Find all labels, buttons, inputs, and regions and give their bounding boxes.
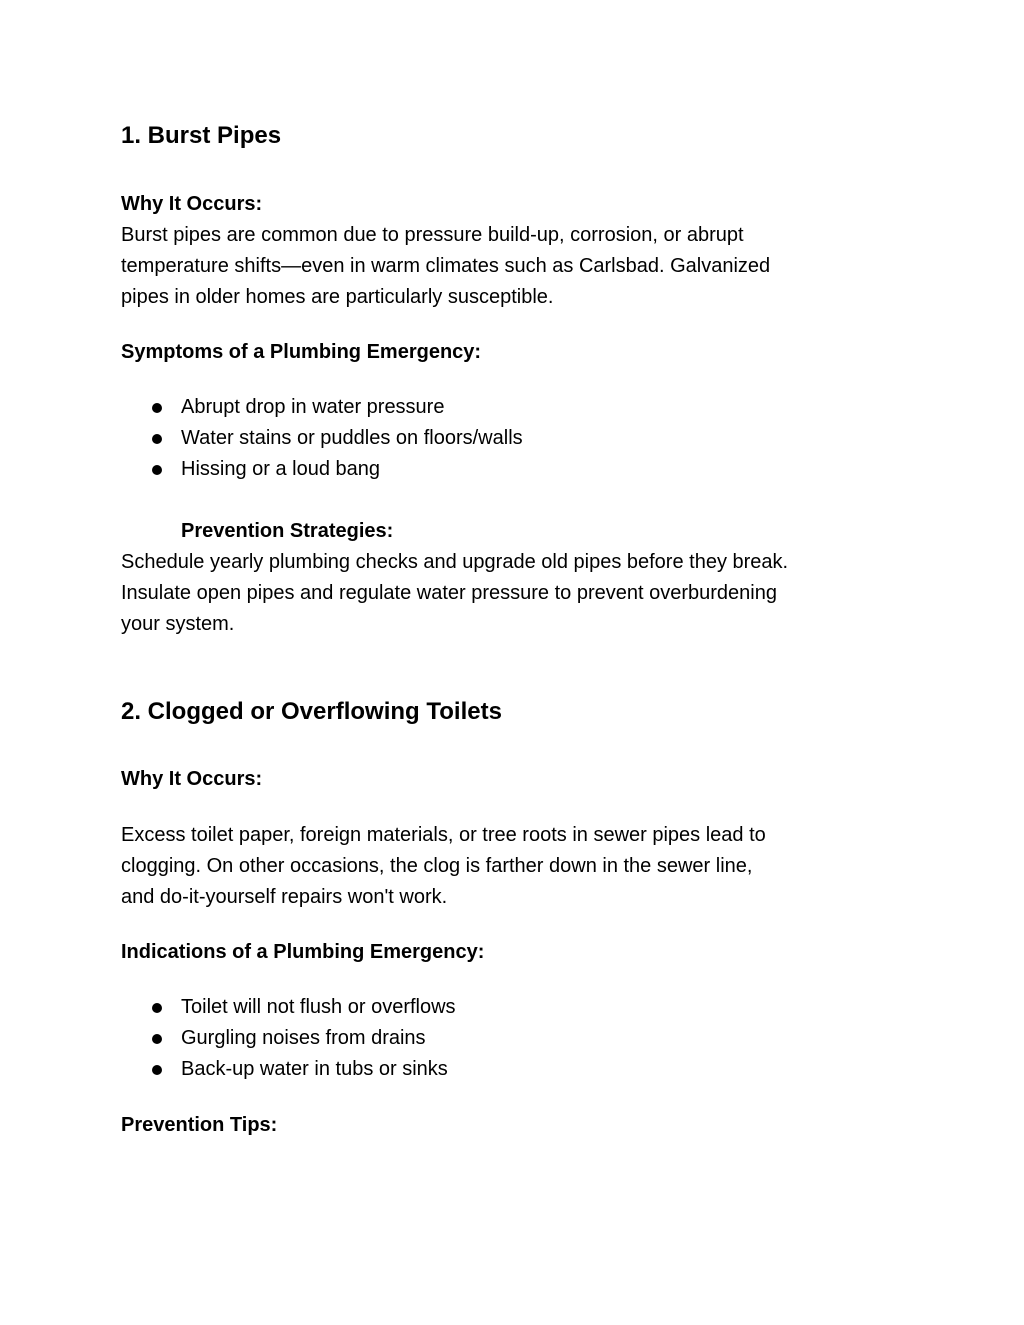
bullet-icon <box>152 1034 162 1044</box>
list-item-text: Toilet will not flush or overflows <box>181 996 456 1018</box>
bullet-icon <box>152 403 162 413</box>
list-item <box>121 423 523 454</box>
bullet-icon <box>152 1003 162 1013</box>
section-2-why-paragraph <box>121 820 911 913</box>
paragraph-line: temperature shifts—even in warm climates such as Carlsbad. Galvanized <box>121 255 771 277</box>
section-1-why-label: Why It Occurs: <box>121 193 263 215</box>
section-1-why-paragraph <box>121 220 911 313</box>
list-item-text: Water stains or puddles on floors/walls <box>181 427 523 449</box>
list-item <box>121 454 523 485</box>
section-2-heading: 2. Clogged or Overflowing Toilets <box>121 698 502 725</box>
list-item <box>121 1054 456 1085</box>
paragraph-line: and do-it-yourself repairs won't work. <box>121 886 448 908</box>
section-2-indications-label: Indications of a Plumbing Emergency: <box>121 941 485 963</box>
paragraph-line: Insulate open pipes and regulate water pressure to prevent overburdening <box>121 582 777 604</box>
section-2-why-label: Why It Occurs: <box>121 768 263 790</box>
paragraph-line: Schedule yearly plumbing checks and upgrade old pipes before they break. <box>121 551 789 573</box>
paragraph-line: your system. <box>121 613 235 635</box>
paragraph-line: Excess toilet paper, foreign materials, or tree roots in sewer pipes lead to <box>121 824 766 846</box>
list-item <box>121 992 456 1023</box>
section-1-heading: 1. Burst Pipes <box>121 122 282 149</box>
section-1-prevention-label: Prevention Strategies: <box>181 520 394 542</box>
list-item-text: Abrupt drop in water pressure <box>181 396 445 418</box>
section-2-indications-list <box>121 992 456 1085</box>
list-item <box>121 1023 456 1054</box>
bullet-icon <box>152 434 162 444</box>
paragraph-line: pipes in older homes are particularly susceptible. <box>121 286 554 308</box>
paragraph-line: clogging. On other occasions, the clog is farther down in the sewer line, <box>121 855 753 877</box>
bullet-icon <box>152 1065 162 1075</box>
list-item-text: Gurgling noises from drains <box>181 1027 426 1049</box>
section-1-symptoms-list <box>121 392 523 485</box>
list-item <box>121 392 523 423</box>
section-1-prevention-paragraph <box>121 547 911 640</box>
list-item-text: Hissing or a loud bang <box>181 458 381 480</box>
bullet-icon <box>152 465 162 475</box>
paragraph-line: Burst pipes are common due to pressure build-up, corrosion, or abrupt <box>121 224 744 246</box>
section-1-symptoms-label: Symptoms of a Plumbing Emergency: <box>121 341 482 363</box>
list-item-text: Back-up water in tubs or sinks <box>181 1058 448 1080</box>
section-2-prevention-label: Prevention Tips: <box>121 1114 278 1136</box>
